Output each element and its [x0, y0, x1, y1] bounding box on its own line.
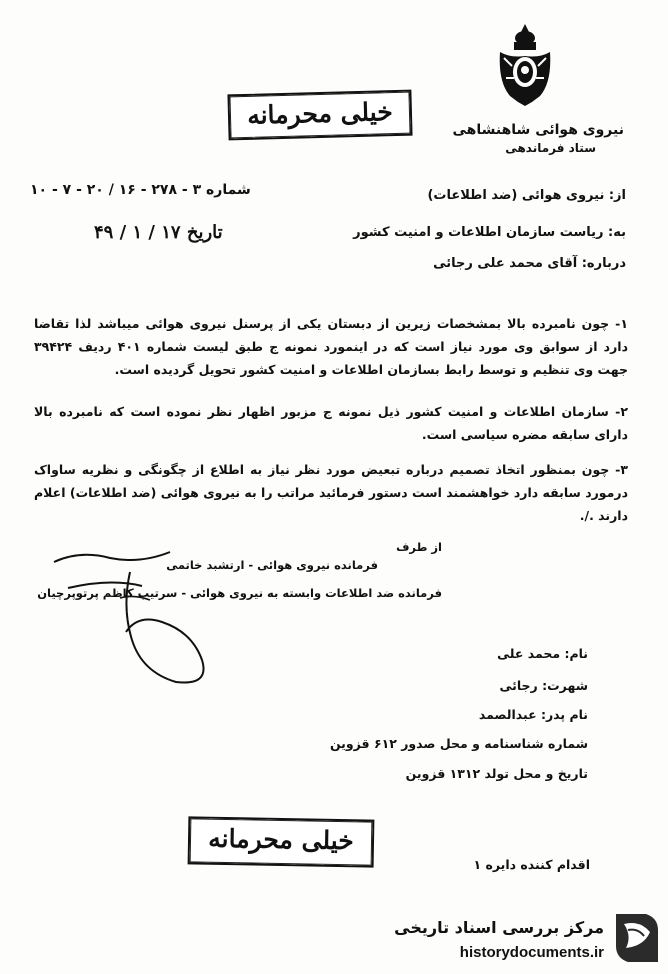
info-id-number: شماره شناسنامه و محل صدور ۶۱۲ قزوین: [329, 736, 588, 751]
to-line: به: ریاست سازمان اطلاعات و امنیت کشور: [353, 225, 626, 240]
watermark-name: مرکز بررسی اسناد تاریخی: [394, 918, 604, 937]
info-father-name: نام پدر: عبدالصمد: [478, 707, 588, 722]
paragraph-3: ۳- چون بمنظور اتخاذ تصمیم درباره تبعیض مورد نظر نیاز به اطلاع از چگونگی و نظریه ساواک درمورد سابقه دارد خواهشمند است دستور فرمائید مراتب را به نیروی هوائی (ضد اطلاعات) اعلام دارند ./.: [34, 462, 628, 523]
from-line: از: نیروی هوائی (ضد اطلاعات): [427, 188, 626, 203]
organization-name: نیروی هوائی شاهنشاهی: [452, 122, 624, 138]
closing-line: اقدام کننده دایره ۱: [473, 857, 590, 872]
classification-stamp-bottom: خیلی محرمانه: [188, 816, 375, 867]
document-date: تاریخ ۱۷ / ۱ / ۴۹: [94, 222, 223, 243]
cc-label: از طرف: [396, 540, 442, 554]
subject-line: درباره: آقای محمد علی رجائی: [433, 256, 626, 271]
info-surname: شهرت: رجائی: [499, 678, 588, 693]
classification-stamp-top: خیلی محرمانه: [227, 90, 412, 141]
cc-line-counterintelligence: فرمانده ضد اطلاعات وابسته به نیروی هوائی - سرتیپ کاظم پرتوپرچیان: [37, 586, 442, 600]
archive-logo-icon: [610, 910, 662, 966]
department-name: ستاد فرماندهی: [505, 141, 596, 155]
info-birth: تاریخ و محل تولد ۱۳۱۲ قزوین: [405, 766, 588, 781]
imperial-emblem-icon: [496, 22, 554, 108]
watermark-url: historydocuments.ir: [459, 944, 604, 961]
info-name: نام: محمد علی: [497, 646, 588, 661]
handwritten-signature: [50, 548, 220, 688]
paragraph-1: ۱- چون نامبرده بالا بمشخصات زیرین از دبستان یکی از پرسنل نیروی هوائی میباشد لذا تقاضا دارد از سوابق وی مورد نیاز است که در اینمورد نمونه ج طبق لیست شماره ۴۰۱ ردیف ۳۹۴۲۴ جهت وی تنظیم و توسط رابط بسازمان اطلاعات و امنیت کشور تحویل گردیده است.: [34, 316, 628, 377]
reference-number: شماره ۳ - ۲۷۸ - ۱۶ / ۲۰ - ۷ - ۱۰: [30, 182, 251, 198]
cc-line-commander: فرمانده نیروی هوائی - ارتشبد خاتمی: [166, 558, 378, 572]
paragraph-2: ۲- سازمان اطلاعات و امنیت کشور ذیل نمونه ج مزبور اظهار نظر نموده است که نامبرده بالا دارای سابقه مضره سیاسی است.: [34, 404, 628, 442]
